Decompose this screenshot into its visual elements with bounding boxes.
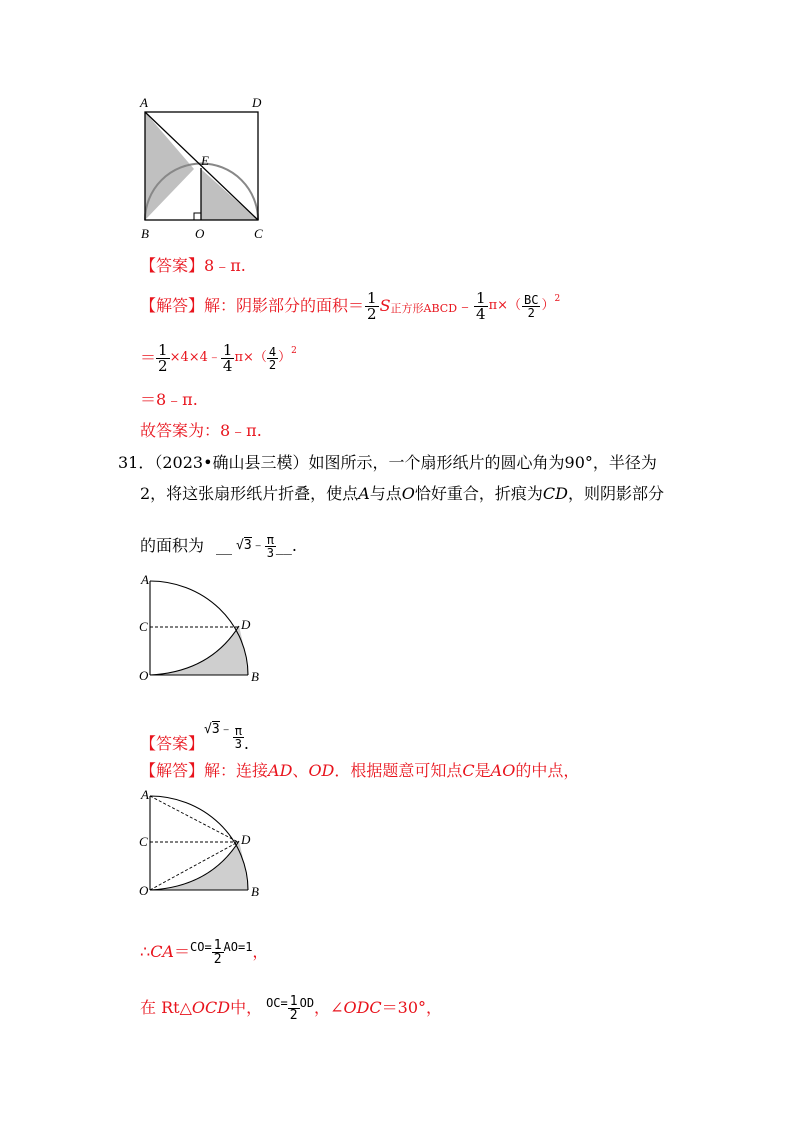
answer-tag: 【答案】 xyxy=(140,734,205,753)
solution-lead: 解：阴影部分的面积＝ xyxy=(204,296,365,315)
fraction-bc-over-2: $\frac{BC}{2}$ xyxy=(524,292,539,320)
solution-2-line-2: ∴ CA ＝ CO= $\frac{1}{2}$ AO=1 ， xyxy=(140,937,269,967)
quarter-circle-figure xyxy=(135,570,270,690)
sqrt-3: √3﹣ xyxy=(236,538,265,553)
label-b: B xyxy=(251,884,259,899)
label-d: D xyxy=(241,617,251,632)
label-a: A xyxy=(140,95,148,110)
label-o: O xyxy=(139,668,149,683)
solution-2-line-3: 在 Rt△ OCD 中， OC= $\frac{1}{2}$ OD ， ∠ ODC ＝30°， xyxy=(140,993,443,1023)
label-b: B xyxy=(251,669,259,684)
fraction-quarter: $\frac{1}{4}$ xyxy=(476,288,486,323)
question-31-line-2: 2，将这张扇形纸片折叠，使点A与点O恰好重合，折痕为CD，则阴影部分 xyxy=(140,484,664,503)
sqrt-3: √3﹣ xyxy=(204,722,233,737)
solution-1-line-2: ＝ $\frac{1}{2}$ ×4×4﹣ $\frac{1}{4}$ π×（ $\frac{4}{2}$ ） 2 xyxy=(140,340,297,375)
label-d: D xyxy=(252,95,262,110)
label-a: A xyxy=(141,787,149,802)
answer-2: 【答案】 √3﹣ $\frac{\pi}{3}$ . xyxy=(140,722,250,753)
label-c: C xyxy=(254,226,263,241)
fraction-half: $\frac{1}{2}$ xyxy=(367,288,377,323)
solution-1-line-3: ＝8﹣π. xyxy=(140,390,198,409)
solution-tag: 【解答】 xyxy=(140,296,205,315)
question-number: 31． xyxy=(118,453,155,472)
answer-tag: 【答案】 xyxy=(140,256,205,275)
label-c: C xyxy=(139,834,148,849)
answer-value: 8﹣π. xyxy=(204,256,246,275)
quarter-circle-connected-figure xyxy=(135,785,270,905)
solution-tag: 【解答】 xyxy=(140,761,205,780)
answer-1 xyxy=(140,256,246,276)
question-31-line-1: 31．（2023•确山县三模）如图所示，一个扇形纸片的圆心角为90°，半径为 xyxy=(118,453,657,472)
label-b: B xyxy=(141,226,149,241)
solution-1-line: 【解答】 解：阴影部分的面积＝ $\frac{1}{2}$ S 正方形ABCD ﹣ $\frac{1}{4}$ π×（ $\frac{BC}{2}$ ） 2 xyxy=(140,288,561,323)
question-31-line-3: 的面积为 __ √3﹣ $\frac{\pi}{3}$ __. xyxy=(140,532,298,560)
label-a: A xyxy=(141,572,149,587)
square-semicircle-figure xyxy=(135,92,275,242)
label-o: O xyxy=(139,883,149,898)
label-o: O xyxy=(195,226,205,241)
label-e: E xyxy=(201,153,209,168)
right-angle-mark xyxy=(194,213,201,220)
label-d: D xyxy=(241,832,251,847)
label-c: C xyxy=(139,619,148,634)
solution-2-line-1: 【解答】解：连接AD、OD．根据题意可知点C是AO的中点， xyxy=(140,761,580,780)
solution-1-conclusion: 故答案为：8﹣π. xyxy=(140,421,262,440)
segment-ad xyxy=(150,796,238,842)
